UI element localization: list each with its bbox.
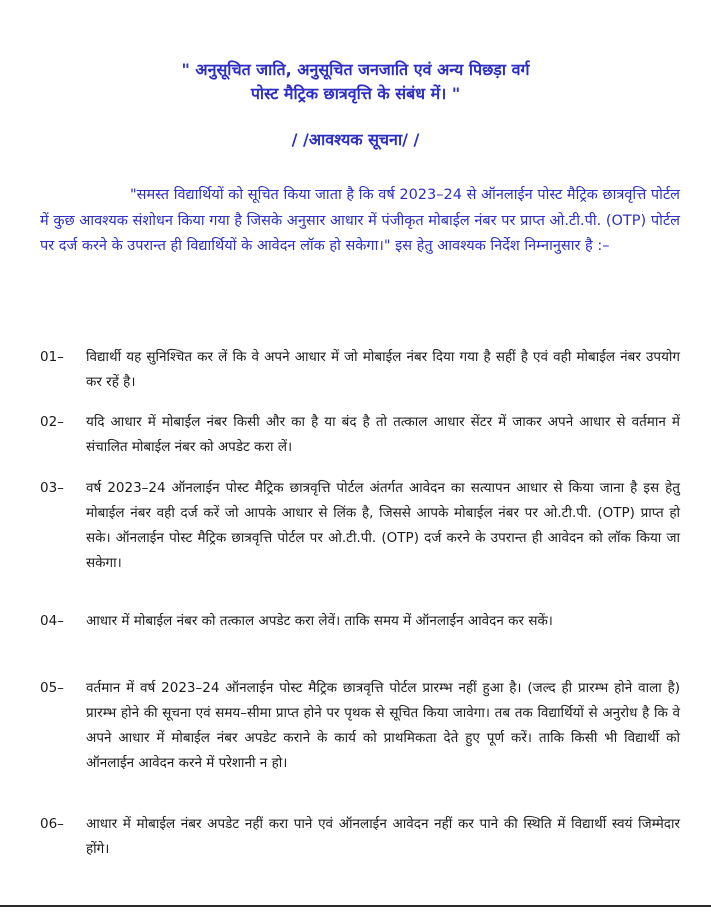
notice-subheading: / /आवश्यक सूचना/ / — [291, 130, 420, 149]
item-number: 06– — [40, 816, 64, 832]
item-number: 05– — [40, 680, 64, 696]
item-text: विद्यार्थी यह सुनिश्चित कर लें कि वे अपने आधार में जो मोबाईल नंबर दिया गया है सहीं है एवं वही मोबाईल नंबर उपयोग कर रहें है। — [86, 349, 680, 390]
item-text: आधार में मोबाईल नंबर अपडेट नहीं करा पाने एवं ऑनलाईन आवेदन नहीं कर पाने की स्थिति में विद्यार्थी स्वयं जिम्मेदार होंगे। — [86, 816, 680, 857]
instruction-item — [40, 676, 680, 776]
item-text: वर्ष 2023–24 ऑनलाईन पोस्ट मैट्रिक छात्रवृत्ति पोर्टल अंतर्गत आवेदन का सत्यापन आधार से किया जाना है इस हेतु मोबाईल नंबर वही दर्ज करें जो आपके आधार से लिंक है, जिससे आपके मोबाईल नंबर पर ओ.टी.पी. (OTP) प्राप्त हो सके। ऑनलाईन पोस्ट मैट्रिक छात्रवृत्ति पोर्टल पर ओ.टी.पी. (OTP) दर्ज करने के उपरान्त ही आवेदन को लॉक किया जा सकेगा। — [86, 480, 680, 571]
item-number: 02– — [40, 414, 64, 430]
item-text: आधार में मोबाईल नंबर को तत्काल अपडेट करा लेवें। ताकि समय में ऑनलाईन आवेदन कर सकें। — [86, 613, 553, 629]
instruction-item — [40, 812, 680, 862]
notice-title-line-1: " अनुसूचित जाति, अनुसूचित जनजाति एवं अन्य पिछड़ा वर्ग — [181, 60, 530, 79]
instruction-item — [40, 410, 680, 460]
item-number: 03– — [40, 480, 64, 496]
instruction-item — [40, 476, 680, 576]
item-number: 04– — [40, 613, 64, 629]
intro-paragraph: "समस्त विद्यार्थियों को सूचित किया जाता है कि वर्ष 2023–24 से ऑनलाईन पोस्ट मैट्रिक छात्रवृत्ति पोर्टल में कुछ आवश्यक संशोधन किया गया है जिसके अनुसार आधार में पंजीकृत मोबाईल नंबर पर प्राप्त ओ.टी.पी. (OTP) पोर्टल पर दर्ज करने के उपरान्त ही विद्यार्थियों के आवेदन लॉक हो सकेगा।" इस हेतु आवश्यक निर्देश निम्नानुसार है :– — [40, 187, 680, 254]
item-number: 01– — [40, 349, 64, 365]
notice-title-line-2: पोस्ट मैट्रिक छात्रवृत्ति के संबंध में। " — [250, 84, 461, 103]
item-text: वर्तमान में वर्ष 2023–24 ऑनलाईन पोस्ट मैट्रिक छात्रवृत्ति पोर्टल प्रारम्भ नहीं हुआ है। (जल्द ही प्रारम्भ होने वाला है) प्रारम्भ होने की सूचना एवं समय–सीमा प्राप्त होने पर पृथक से सूचित किया जावेगा। तब तक विद्यार्थियों से अनुरोध है कि वे अपने आधार में मोबाईल नंबर अपडेट कराने के कार्य को प्राथमिकता देते हुए पूर्ण करें। ताकि किसी भी विद्यार्थी को ऑनलाईन आवेदन करने में परेशानी न हो। — [86, 680, 680, 771]
instruction-item — [40, 609, 680, 634]
instruction-item — [40, 345, 680, 395]
item-text: यदि आधार में मोबाईल नंबर किसी और का है या बंद है तो तत्काल आधार सेंटर में जाकर अपने आधार से वर्तमान में संचालित मोबाईल नंबर को अपडेट करा लें। — [86, 414, 680, 455]
bottom-divider — [0, 905, 711, 907]
